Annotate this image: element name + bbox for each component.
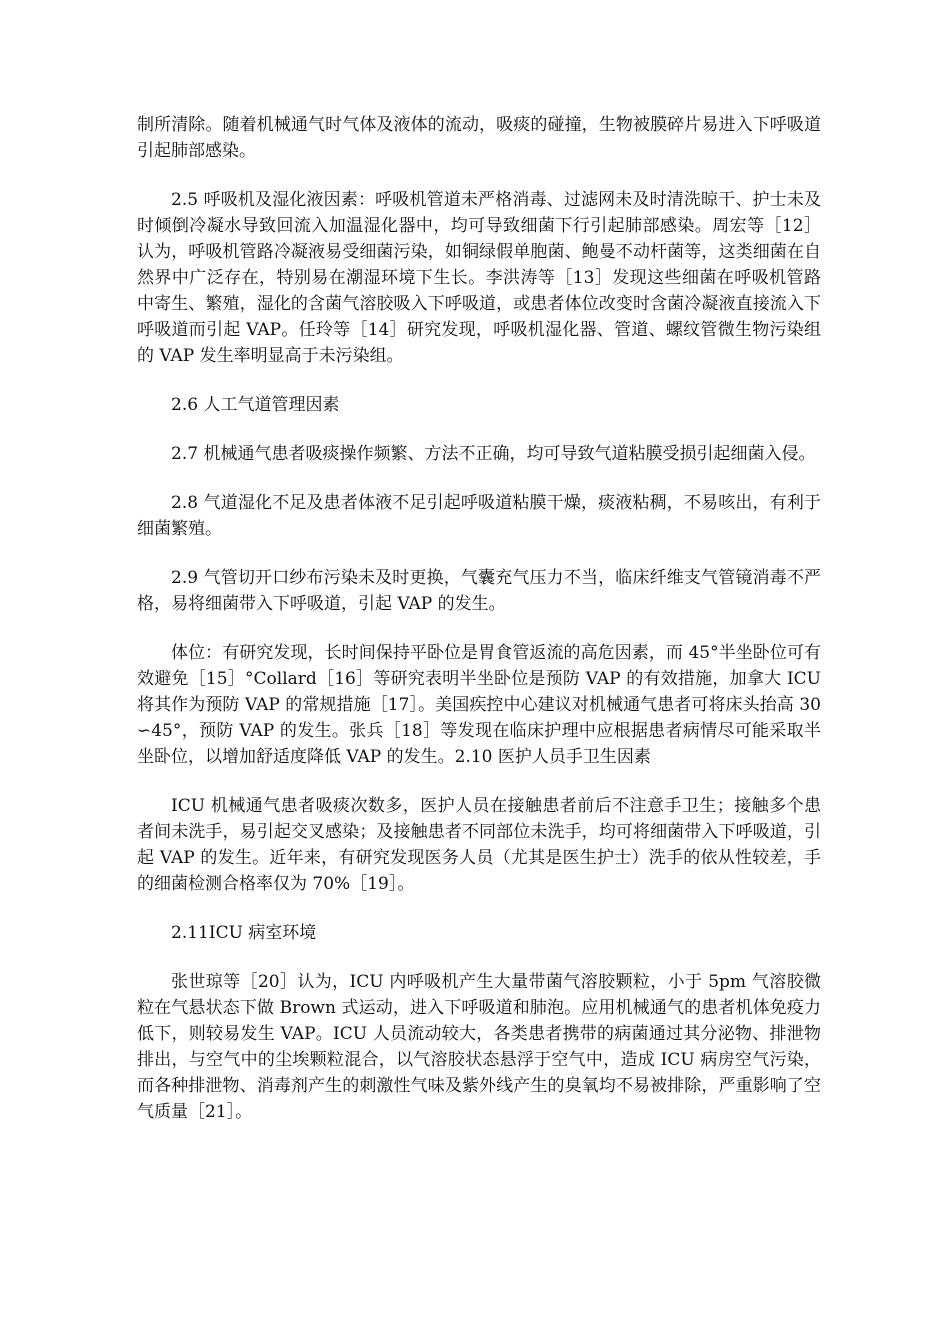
paragraph-hand-hygiene: ICU 机械通气患者吸痰次数多，医护人员在接触患者前后不注意手卫生；接触多个患者间未洗手，易引起交叉感染；及接触患者不同部位未洗手，均可将细菌带入下呼吸道，引起 VAP 的发生。近年来，有研究发现医务人员（尤其是医生护士）洗手的依从性较差，手的细菌检测合格率仅为 70%［19］。 bbox=[137, 796, 821, 894]
paragraph-continuation: 制所清除。随着机械通气时气体及液体的流动，吸痰的碰撞，生物被膜碎片易进入下呼吸道引起肺部感染。 bbox=[137, 115, 821, 161]
paragraph-body-position: 体位：有研究发现，长时间保持平卧位是胃食管返流的高危因素，而 45°半坐卧位可有效避免［15］°Collard［16］等研究表明半坐卧位是预防 VAP 的有效措施，加拿大 ICU 将其作为预防 VAP 的常规措施［17］。美国疾控中心建议对机械通气患者可将床头抬高 30∽45°，预防 VAP 的发生。张兵［18］等发现在临床护理中应根据患者病情尽可能采取半坐卧位，以增加舒适度降低 VAP 的发生。2.10 医护人员手卫生因素 bbox=[137, 643, 821, 767]
heading-artificial-airway: 2.6 人工气道管理因素 bbox=[171, 395, 340, 415]
document-body bbox=[137, 112, 821, 1148]
paragraph-suction: 2.7 机械通气患者吸痰操作频繁、方法不正确，均可导致气道粘膜受损引起细菌入侵。 bbox=[171, 444, 816, 464]
paragraph-icu-air: 张世琼等［20］认为，ICU 内呼吸机产生大量带菌气溶胶颗粒，小于 5pm 气溶胶微粒在气悬状态下做 Brown 式运动，进入下呼吸道和肺泡。应用机械通气的患者机体免疫力低下，则较易发生 VAP。ICU 人员流动较大，各类患者携带的病菌通过其分泌物、排泄物排出，与空气中的尘埃颗粒混合，以气溶胶状态悬浮于空气中，造成 ICU 病房空气污染，而各种排泄物、消毒剂产生的刺激性气味及紫外线产生的臭氧均不易被排除，严重影响了空气质量［21］。 bbox=[137, 972, 821, 1122]
paragraph-humidification: 2.8 气道湿化不足及患者体液不足引起呼吸道粘膜干燥，痰液粘稠，不易咳出，有利于细菌繁殖。 bbox=[137, 493, 821, 539]
paragraph-ventilator-humidifier: 2.5 呼吸机及湿化液因素：呼吸机管道未严格消毒、过滤网未及时清洗晾干、护士未及时倾倒冷凝水导致回流入加温湿化器中，均可导致细菌下行引起肺部感染。周宏等［12］认为，呼吸机管路冷凝液易受细菌污染，如铜绿假单胞菌、鲍曼不动杆菌等，这类细菌在自然界中广泛存在，特别易在潮湿环境下生长。李洪涛等［13］发现这些细菌在呼吸机管路中寄生、繁殖，湿化的含菌气溶胶吸入下呼吸道，或患者体位改变时含菌冷凝液直接流入下呼吸道而引起 VAP。任玲等［14］研究发现，呼吸机湿化器、管道、螺纹管微生物污染组的 VAP 发生率明显高于未污染组。 bbox=[137, 190, 821, 366]
paragraph-tracheotomy: 2.9 气管切开口纱布污染未及时更换，气囊充气压力不当，临床纤维支气管镜消毒不严格，易将细菌带入下呼吸道，引起 VAP 的发生。 bbox=[137, 568, 821, 614]
heading-icu-environment: 2.11ICU 病室环境 bbox=[171, 923, 317, 943]
